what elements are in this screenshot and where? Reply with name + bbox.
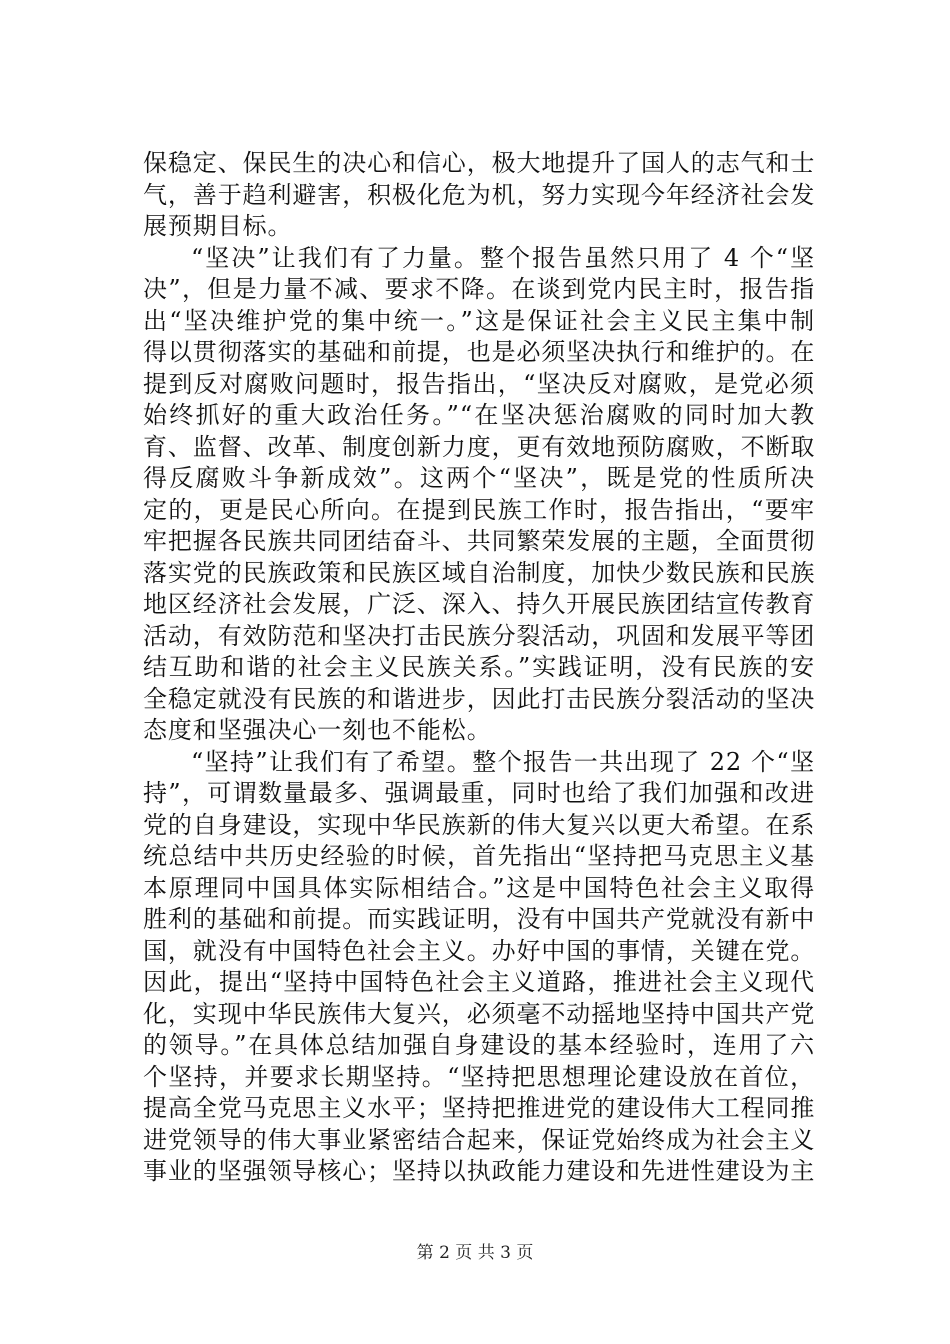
- text-line: “坚持”让我们有了希望。整个报告一共出现了 22 个“坚: [191, 747, 815, 776]
- text-line: 活动，有效防范和坚决打击民族分裂活动，巩固和发展平等团: [143, 621, 816, 650]
- text-line: 保稳定、保民生的决心和信心，极大地提升了国人的志气和士: [143, 149, 816, 177]
- text-line: 胜利的基础和前提。而实践证明，没有中国共产党就没有新中: [143, 905, 816, 933]
- paragraph: [143, 747, 815, 1188]
- text-line: 展预期目标。: [143, 212, 293, 240]
- text-line: 得反腐败斗争新成效”。这两个“坚决”，既是党的性质所决: [143, 464, 815, 492]
- text-line: 定的，更是民心所向。在提到民族工作时，报告指出，“要牢: [143, 495, 815, 524]
- text-line: 因此，提出“坚持中国特色社会主义道路，推进社会主义现代: [143, 968, 815, 996]
- text-line: 统总结中共历史经验的时候，首先指出“坚持把马克思主义基: [143, 842, 815, 870]
- text-line: 结互助和谐的社会主义民族关系。”实践证明，没有民族的安: [143, 653, 815, 681]
- text-line: 态度和坚强决心一刻也不能松。: [143, 716, 492, 744]
- text-line: 出“坚决维护党的集中统一。”这是保证社会主义民主集中制: [143, 306, 815, 335]
- text-line: 持”，可谓数量最多、强调最重，同时也给了我们加强和改进: [143, 779, 815, 807]
- text-line: 始终抓好的重大政治任务。”“在坚决惩治腐败的同时加大教: [143, 401, 815, 429]
- text-line: 提到反对腐败问题时，报告指出，“坚决反对腐败，是党必须: [143, 369, 815, 398]
- text-line: 事业的坚强领导核心；坚持以执政能力建设和先进性建设为主: [143, 1157, 816, 1185]
- text-line: 提高全党马克思主义水平；坚持把推进党的建设伟大工程同推: [143, 1094, 816, 1122]
- paragraph: [143, 243, 815, 747]
- text-line: 化，实现中华民族伟大复兴，必须毫不动摇地坚持中国共产党: [143, 999, 816, 1028]
- text-line: 决”，但是力量不减、要求不降。在谈到党内民主时，报告指: [143, 275, 815, 303]
- page-number-footer: 第 2 页 共 3 页: [416, 1243, 534, 1263]
- text-line: 气，善于趋利避害，积极化危为机，努力实现今年经济社会发: [143, 180, 816, 209]
- text-line: 国，就没有中国特色社会主义。办好中国的事情，关键在党。: [143, 936, 816, 965]
- text-line: 本原理同中国具体实际相结合。”这是中国特色社会主义取得: [143, 873, 815, 902]
- text-line: 个坚持，并要求长期坚持。“坚持把思想理论建设放在首位，: [143, 1062, 815, 1091]
- text-line: 牢把握各民族共同团结奋斗、共同繁荣发展的主题，全面贯彻: [143, 527, 816, 555]
- text-line: 得以贯彻落实的基础和前提，也是必须坚决执行和维护的。在: [143, 338, 816, 366]
- text-line: 的领导。”在具体总结加强自身建设的基本经验时，连用了六: [143, 1031, 815, 1059]
- text-line: 进党领导的伟大事业紧密结合起来，保证党始终成为社会主义: [143, 1125, 816, 1154]
- text-line: 落实党的民族政策和民族区域自治制度，加快少数民族和民族: [143, 558, 816, 587]
- text-line: 地区经济社会发展，广泛、深入、持久开展民族团结宣传教育: [143, 590, 816, 618]
- text-line: 育、监督、改革、制度创新力度，更有效地预防腐败，不断取: [143, 432, 816, 461]
- text-line: 全稳定就没有民族的和谐进步，因此打击民族分裂活动的坚决: [143, 684, 816, 713]
- text-line: “坚决”让我们有了力量。整个报告虽然只用了 4 个“坚: [191, 243, 815, 272]
- text-line: 党的自身建设，实现中华民族新的伟大复兴以更大希望。在系: [143, 810, 816, 839]
- document-body: [143, 148, 815, 1188]
- paragraph: [143, 148, 815, 243]
